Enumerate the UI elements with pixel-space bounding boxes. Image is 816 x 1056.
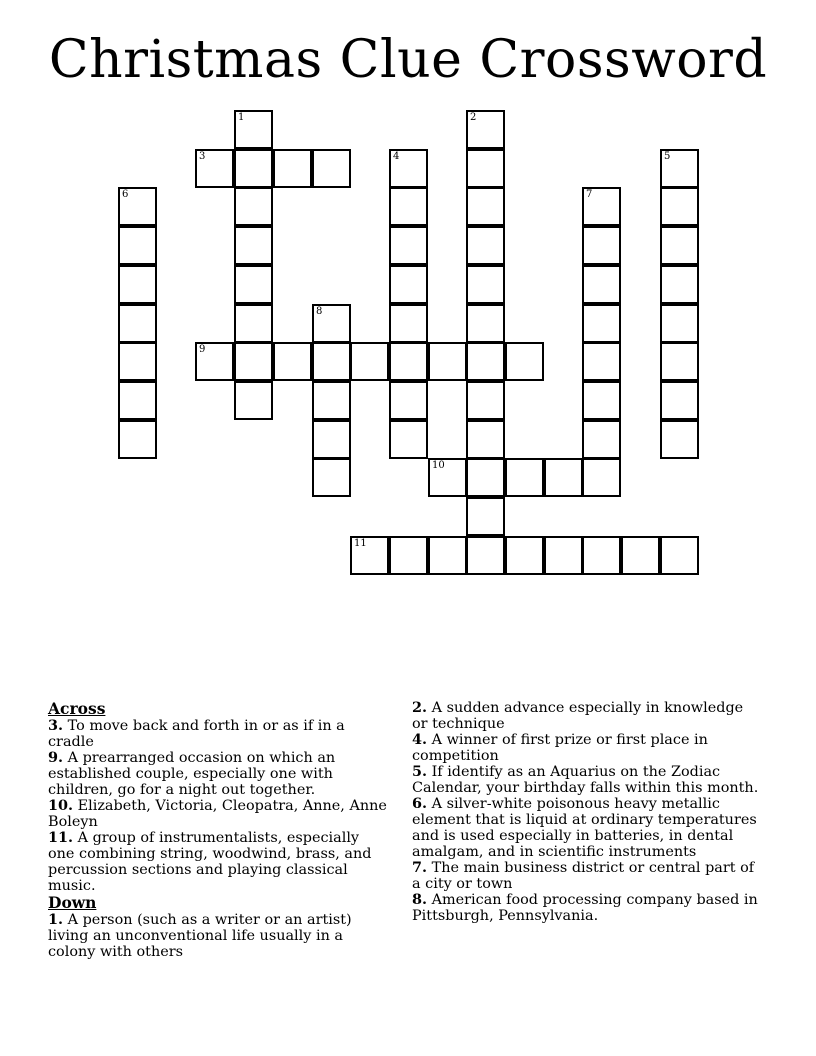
grid-cell[interactable]: [582, 187, 621, 226]
grid-cell[interactable]: [466, 381, 505, 420]
clue-number: 9.: [48, 749, 64, 766]
clues-right-column: [412, 700, 762, 924]
grid-cell[interactable]: [466, 304, 505, 343]
down-clue-list-continued: [412, 700, 762, 924]
grid-cell[interactable]: [312, 304, 351, 343]
grid-cell[interactable]: [660, 381, 699, 420]
grid-cell[interactable]: [312, 381, 351, 420]
clue-text: A sudden advance especially in knowledge or technique: [412, 700, 744, 732]
grid-cell[interactable]: [582, 536, 621, 575]
grid-cell[interactable]: [234, 342, 273, 381]
grid-cell[interactable]: [505, 458, 544, 497]
grid-cell[interactable]: [312, 149, 351, 188]
clue-text: A winner of first prize or first place in competition: [412, 732, 708, 764]
grid-cell[interactable]: [118, 187, 157, 226]
across-heading: Across: [48, 699, 106, 718]
clue-text: Elizabeth, Victoria, Cleopatra, Anne, Anne Boleyn: [48, 798, 387, 830]
grid-cell[interactable]: [389, 342, 428, 381]
grid-cell[interactable]: [582, 342, 621, 381]
grid-cell[interactable]: [234, 304, 273, 343]
clue-number: 10: [432, 460, 445, 471]
grid-cell[interactable]: [660, 342, 699, 381]
grid-cell[interactable]: [428, 536, 467, 575]
page-title: Christmas Clue Crossword: [48, 30, 768, 90]
clue-number: 4: [393, 151, 400, 162]
clue-number: 1.: [48, 911, 64, 928]
clue-number: 8: [316, 306, 323, 317]
grid-cell[interactable]: [389, 265, 428, 304]
clue-item: [412, 764, 762, 796]
grid-cell[interactable]: [118, 304, 157, 343]
grid-cell[interactable]: [582, 381, 621, 420]
grid-cell[interactable]: [505, 536, 544, 575]
clue-item: [48, 912, 388, 960]
grid-cell[interactable]: [660, 187, 699, 226]
grid-cell[interactable]: [428, 342, 467, 381]
across-clue-list: [48, 718, 388, 894]
grid-cell[interactable]: [234, 149, 273, 188]
grid-cell[interactable]: [466, 420, 505, 459]
grid-cell[interactable]: [389, 149, 428, 188]
clue-text: A person (such as a writer or an artist) living an unconventional life usually in a colony with others: [48, 912, 352, 960]
grid-cell[interactable]: [466, 187, 505, 226]
grid-cell[interactable]: [234, 226, 273, 265]
grid-cell[interactable]: [273, 342, 312, 381]
grid-cell[interactable]: [660, 265, 699, 304]
grid-cell[interactable]: [234, 381, 273, 420]
grid-cell[interactable]: [195, 342, 234, 381]
grid-cell[interactable]: [312, 458, 351, 497]
grid-cell[interactable]: [428, 458, 467, 497]
grid-cell[interactable]: [273, 149, 312, 188]
grid-cell[interactable]: [660, 226, 699, 265]
grid-cell[interactable]: [118, 265, 157, 304]
grid-cell[interactable]: [466, 265, 505, 304]
clue-number: 2.: [412, 699, 428, 716]
grid-cell[interactable]: [389, 536, 428, 575]
clue-text: To move back and forth in or as if in a cradle: [48, 718, 345, 750]
clue-number: 1: [238, 112, 245, 123]
grid-cell[interactable]: [621, 536, 660, 575]
clue-text: A silver-white poisonous heavy metallic element that is liquid at ordinary temperatures and is used especially in batteries, in dental amalgam, and in scientific instruments: [412, 796, 757, 860]
grid-cell[interactable]: [389, 381, 428, 420]
grid-cell[interactable]: [350, 342, 389, 381]
clue-item: [412, 860, 762, 892]
clue-number: 6: [122, 189, 129, 200]
grid-cell[interactable]: [544, 458, 583, 497]
grid-cell[interactable]: [118, 342, 157, 381]
grid-cell[interactable]: [118, 381, 157, 420]
grid-cell[interactable]: [582, 304, 621, 343]
grid-cell[interactable]: [466, 536, 505, 575]
grid-cell[interactable]: [582, 420, 621, 459]
grid-cell[interactable]: [389, 420, 428, 459]
clue-number: 9: [199, 344, 206, 355]
clue-item: [48, 798, 388, 830]
grid-cell[interactable]: [466, 342, 505, 381]
clue-item: [412, 796, 762, 860]
grid-cell[interactable]: [234, 187, 273, 226]
grid-cell[interactable]: [466, 458, 505, 497]
grid-cell[interactable]: [118, 226, 157, 265]
grid-cell[interactable]: [350, 536, 389, 575]
clue-text: If identify as an Aquarius on the Zodiac Calendar, your birthday falls within this month.: [412, 764, 759, 796]
clue-number: 8.: [412, 891, 428, 908]
clue-number: 7: [586, 189, 593, 200]
grid-cell[interactable]: [582, 226, 621, 265]
clue-text: American food processing company based in Pittsburgh, Pennsylvania.: [412, 892, 758, 924]
clues-left-column: [48, 700, 388, 960]
clue-number: 3.: [48, 717, 64, 734]
clue-text: A group of instrumentalists, especially one combining string, woodwind, brass, and percussion sections and playing classical music.: [48, 830, 372, 894]
clue-item: [412, 700, 762, 732]
clue-number: 7.: [412, 859, 428, 876]
clue-number: 3: [199, 151, 206, 162]
clue-item: [48, 718, 388, 750]
grid-cell[interactable]: [466, 110, 505, 149]
grid-cell[interactable]: [544, 536, 583, 575]
grid-cell[interactable]: [660, 304, 699, 343]
grid-cell[interactable]: [466, 226, 505, 265]
grid-cell[interactable]: [582, 458, 621, 497]
clue-number: 5.: [412, 763, 428, 780]
down-heading: Down: [48, 893, 97, 912]
clue-number: 2: [470, 112, 477, 123]
clue-number: 11.: [48, 829, 74, 846]
grid-cell[interactable]: [660, 420, 699, 459]
clue-item: [412, 732, 762, 764]
grid-cell[interactable]: [234, 110, 273, 149]
grid-cell[interactable]: [582, 265, 621, 304]
grid-cell[interactable]: [660, 536, 699, 575]
grid-cell[interactable]: [195, 149, 234, 188]
clue-item: [48, 830, 388, 894]
grid-cell[interactable]: [466, 497, 505, 536]
clue-text: A prearranged occasion on which an established couple, especially one with children, go for a night out together.: [48, 750, 336, 798]
grid-cell[interactable]: [389, 226, 428, 265]
grid-cell[interactable]: [312, 420, 351, 459]
clue-number: 6.: [412, 795, 428, 812]
clue-number: 5: [664, 151, 671, 162]
clue-number: 11: [354, 538, 367, 549]
down-clue-list: [48, 912, 388, 960]
grid-cell[interactable]: [505, 342, 544, 381]
grid-cell[interactable]: [118, 420, 157, 459]
grid-cell[interactable]: [389, 304, 428, 343]
clue-item: [48, 750, 388, 798]
clue-number: 10.: [48, 797, 74, 814]
grid-cell[interactable]: [312, 342, 351, 381]
clue-text: The main business district or central part of a city or town: [412, 860, 755, 892]
grid-cell[interactable]: [660, 149, 699, 188]
clue-number: 4.: [412, 731, 428, 748]
clue-item: [412, 892, 762, 924]
grid-cell[interactable]: [466, 149, 505, 188]
grid-cell[interactable]: [389, 187, 428, 226]
grid-cell[interactable]: [234, 265, 273, 304]
